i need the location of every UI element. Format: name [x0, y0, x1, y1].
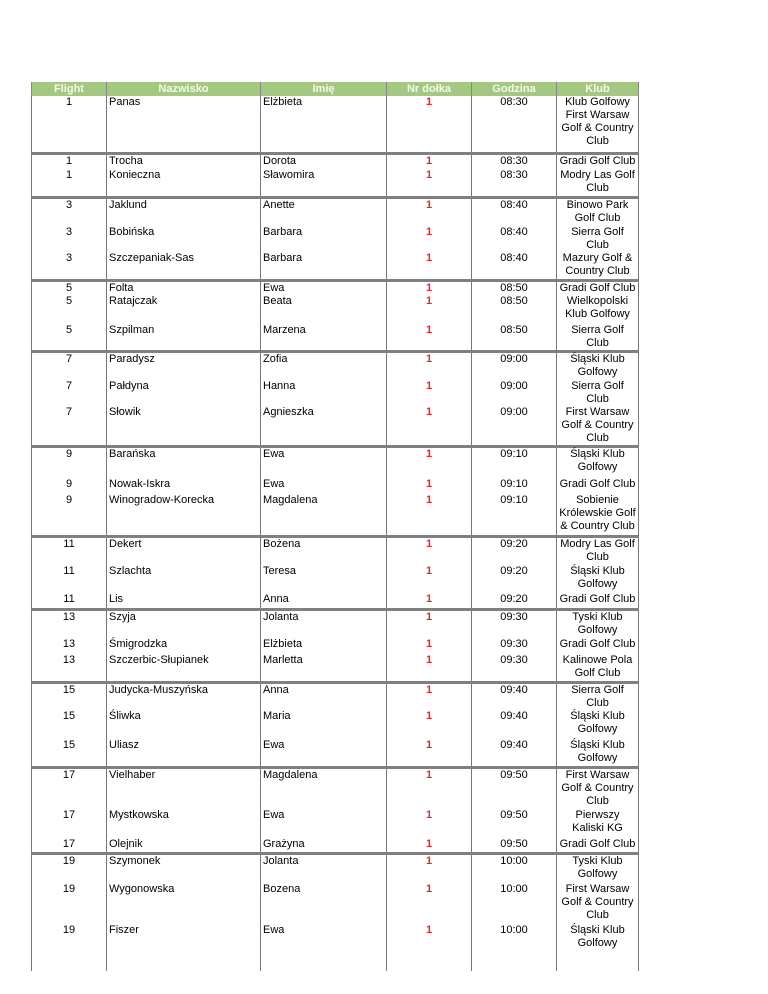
cell-flight: 9	[32, 494, 107, 536]
cell-time: 09:20	[472, 536, 557, 565]
cell-club: Śląski Klub Golfowy	[557, 739, 639, 768]
cell-club: Sierra Golf Club	[557, 682, 639, 710]
cell-first-name: Bożena	[261, 536, 387, 565]
cell-time: 10:00	[472, 854, 557, 883]
cell-flight: 17	[32, 838, 107, 854]
cell-hole: 1	[387, 883, 472, 924]
cell-club: Modry Las Golf Club	[557, 536, 639, 565]
cell-flight: 15	[32, 710, 107, 739]
header-time: Godzina	[472, 82, 557, 96]
cell-time: 08:50	[472, 324, 557, 352]
table-row	[32, 226, 639, 252]
header-club: Klub	[557, 82, 639, 96]
cell-first-name: Marzena	[261, 324, 387, 352]
cell-surname: Folta	[107, 280, 261, 295]
cell-first-name: Dorota	[261, 153, 387, 169]
table-row	[32, 197, 639, 226]
cell-flight: 7	[32, 380, 107, 406]
cell-surname: Bobińska	[107, 226, 261, 252]
cell-club: Gradi Golf Club	[557, 838, 639, 854]
cell-time: 09:40	[472, 710, 557, 739]
cell-club: Śląski Klub Golfowy	[557, 710, 639, 739]
cell-flight: 19	[32, 854, 107, 883]
cell-time: 08:40	[472, 226, 557, 252]
cell-first-name: Jolanta	[261, 854, 387, 883]
cell-hole: 1	[387, 609, 472, 638]
cell-flight: 15	[32, 739, 107, 768]
cell-time: 09:40	[472, 739, 557, 768]
cell-flight: 17	[32, 768, 107, 809]
cell-surname: Nowak-Iskra	[107, 478, 261, 494]
cell-surname: Słowik	[107, 406, 261, 447]
cell-surname: Jaklund	[107, 197, 261, 226]
table-row	[32, 406, 639, 447]
cell-hole: 1	[387, 226, 472, 252]
cell-flight: 11	[32, 536, 107, 565]
cell-club: Sierra Golf Club	[557, 226, 639, 252]
table-row	[32, 883, 639, 924]
cell-time: 08:30	[472, 153, 557, 169]
cell-first-name: Barbara	[261, 226, 387, 252]
cell-flight: 5	[32, 280, 107, 295]
table-row	[32, 252, 639, 280]
cell-time: 08:50	[472, 295, 557, 324]
cell-first-name: Anna	[261, 593, 387, 609]
cell-club: Wielkopolski Klub Golfowy	[557, 295, 639, 324]
cell-hole: 1	[387, 446, 472, 478]
cell-hole: 1	[387, 280, 472, 295]
header-row	[32, 82, 639, 96]
table-row	[32, 478, 639, 494]
cell-hole: 1	[387, 478, 472, 494]
header-flight: Flight	[32, 82, 107, 96]
cell-time: 08:30	[472, 96, 557, 153]
cell-time: 08:40	[472, 197, 557, 226]
table-row	[32, 654, 639, 682]
cell-hole: 1	[387, 565, 472, 593]
cell-flight: 3	[32, 252, 107, 280]
cell-surname: Śmigrodzka	[107, 638, 261, 654]
table-row	[32, 854, 639, 883]
cell-surname: Olejnik	[107, 838, 261, 854]
cell-flight: 15	[32, 682, 107, 710]
cell-surname: Szczerbic-Słupianek	[107, 654, 261, 682]
cell-surname: Dekert	[107, 536, 261, 565]
cell-surname: Trocha	[107, 153, 261, 169]
cell-flight: 13	[32, 638, 107, 654]
cell-surname: Barańska	[107, 446, 261, 478]
cell-hole: 1	[387, 494, 472, 536]
cell-surname: Śliwka	[107, 710, 261, 739]
cell-hole: 1	[387, 169, 472, 197]
table-row	[32, 352, 639, 380]
cell-hole: 1	[387, 252, 472, 280]
cell-hole: 1	[387, 324, 472, 352]
table-row	[32, 638, 639, 654]
cell-first-name: Teresa	[261, 565, 387, 593]
cell-time: 08:40	[472, 252, 557, 280]
cell-flight: 19	[32, 924, 107, 971]
cell-club: Gradi Golf Club	[557, 638, 639, 654]
cell-surname: Uliasz	[107, 739, 261, 768]
cell-surname: Konieczna	[107, 169, 261, 197]
cell-first-name: Magdalena	[261, 494, 387, 536]
cell-club: Tyski Klub Golfowy	[557, 854, 639, 883]
cell-hole: 1	[387, 536, 472, 565]
cell-hole: 1	[387, 768, 472, 809]
cell-time: 08:30	[472, 169, 557, 197]
table-row	[32, 169, 639, 197]
cell-flight: 1	[32, 169, 107, 197]
cell-surname: Szyja	[107, 609, 261, 638]
table-row	[32, 446, 639, 478]
cell-hole: 1	[387, 638, 472, 654]
cell-club: First Warsaw Golf & Country Club	[557, 883, 639, 924]
table-row	[32, 153, 639, 169]
cell-surname: Szpilman	[107, 324, 261, 352]
cell-first-name: Ewa	[261, 280, 387, 295]
cell-hole: 1	[387, 295, 472, 324]
cell-surname: Mystkowska	[107, 809, 261, 838]
cell-club: Śląski Klub Golfowy	[557, 924, 639, 971]
cell-flight: 3	[32, 226, 107, 252]
cell-surname: Judycka-Muszyńska	[107, 682, 261, 710]
cell-time: 09:10	[472, 478, 557, 494]
cell-hole: 1	[387, 654, 472, 682]
cell-time: 09:40	[472, 682, 557, 710]
table-row	[32, 710, 639, 739]
cell-club: Gradi Golf Club	[557, 153, 639, 169]
cell-surname: Lis	[107, 593, 261, 609]
cell-club: Śląski Klub Golfowy	[557, 352, 639, 380]
cell-surname: Winogradow-Korecka	[107, 494, 261, 536]
cell-club: Sierra Golf Club	[557, 380, 639, 406]
cell-time: 09:30	[472, 609, 557, 638]
cell-club: Tyski Klub Golfowy	[557, 609, 639, 638]
header-first-name: Imię	[261, 82, 387, 96]
table-row	[32, 682, 639, 710]
cell-club: Gradi Golf Club	[557, 478, 639, 494]
cell-time: 09:00	[472, 406, 557, 447]
cell-time: 09:00	[472, 380, 557, 406]
cell-first-name: Anette	[261, 197, 387, 226]
table-row	[32, 494, 639, 536]
cell-club: Modry Las Golf Club	[557, 169, 639, 197]
table-row	[32, 380, 639, 406]
start-list-table	[31, 82, 639, 971]
cell-time: 09:10	[472, 494, 557, 536]
cell-first-name: Magdalena	[261, 768, 387, 809]
cell-club: Klub Golfowy First Warsaw Golf & Country Club	[557, 96, 639, 153]
cell-hole: 1	[387, 352, 472, 380]
cell-first-name: Hanna	[261, 380, 387, 406]
cell-first-name: Maria	[261, 710, 387, 739]
cell-hole: 1	[387, 809, 472, 838]
cell-hole: 1	[387, 854, 472, 883]
cell-club: Sobienie Królewskie Golf & Country Club	[557, 494, 639, 536]
cell-first-name: Jolanta	[261, 609, 387, 638]
cell-hole: 1	[387, 406, 472, 447]
cell-surname: Szymonek	[107, 854, 261, 883]
table-row	[32, 924, 639, 971]
cell-flight: 5	[32, 295, 107, 324]
cell-hole: 1	[387, 153, 472, 169]
cell-first-name: Agnieszka	[261, 406, 387, 447]
cell-club: Gradi Golf Club	[557, 280, 639, 295]
cell-hole: 1	[387, 924, 472, 971]
cell-flight: 9	[32, 446, 107, 478]
cell-first-name: Ewa	[261, 446, 387, 478]
table-row	[32, 536, 639, 565]
cell-first-name: Ewa	[261, 739, 387, 768]
cell-surname: Pałdyna	[107, 380, 261, 406]
table-row	[32, 96, 639, 153]
cell-surname: Wygonowska	[107, 883, 261, 924]
table-row	[32, 593, 639, 609]
cell-club: Mazury Golf & Country Club	[557, 252, 639, 280]
cell-surname: Ratajczak	[107, 295, 261, 324]
cell-flight: 1	[32, 96, 107, 153]
table-row	[32, 838, 639, 854]
cell-hole: 1	[387, 739, 472, 768]
cell-surname: Szlachta	[107, 565, 261, 593]
cell-flight: 1	[32, 153, 107, 169]
cell-flight: 7	[32, 406, 107, 447]
cell-flight: 19	[32, 883, 107, 924]
cell-flight: 13	[32, 609, 107, 638]
cell-club: Śląski Klub Golfowy	[557, 446, 639, 478]
cell-hole: 1	[387, 593, 472, 609]
cell-time: 08:50	[472, 280, 557, 295]
cell-hole: 1	[387, 710, 472, 739]
table-row	[32, 295, 639, 324]
cell-first-name: Elżbieta	[261, 638, 387, 654]
cell-time: 09:50	[472, 838, 557, 854]
cell-time: 09:30	[472, 638, 557, 654]
cell-time: 09:00	[472, 352, 557, 380]
cell-time: 09:20	[472, 593, 557, 609]
table-row	[32, 739, 639, 768]
cell-flight: 11	[32, 565, 107, 593]
header-surname: Nazwisko	[107, 82, 261, 96]
cell-flight: 11	[32, 593, 107, 609]
cell-club: First Warsaw Golf & Country Club	[557, 768, 639, 809]
cell-club: Pierwszy Kaliski KG	[557, 809, 639, 838]
cell-club: Sierra Golf Club	[557, 324, 639, 352]
cell-flight: 13	[32, 654, 107, 682]
cell-first-name: Grażyna	[261, 838, 387, 854]
cell-club: Binowo Park Golf Club	[557, 197, 639, 226]
cell-hole: 1	[387, 838, 472, 854]
cell-hole: 1	[387, 380, 472, 406]
cell-surname: Panas	[107, 96, 261, 153]
cell-first-name: Ewa	[261, 809, 387, 838]
cell-first-name: Barbara	[261, 252, 387, 280]
cell-first-name: Marletta	[261, 654, 387, 682]
cell-time: 09:30	[472, 654, 557, 682]
cell-hole: 1	[387, 197, 472, 226]
cell-flight: 5	[32, 324, 107, 352]
cell-surname: Paradysz	[107, 352, 261, 380]
cell-flight: 3	[32, 197, 107, 226]
table-row	[32, 809, 639, 838]
cell-time: 09:50	[472, 768, 557, 809]
cell-first-name: Ewa	[261, 924, 387, 971]
table-row	[32, 280, 639, 295]
table-row	[32, 565, 639, 593]
cell-time: 09:20	[472, 565, 557, 593]
cell-first-name: Zofia	[261, 352, 387, 380]
cell-first-name: Elżbieta	[261, 96, 387, 153]
header-hole: Nr dołka	[387, 82, 472, 96]
cell-flight: 7	[32, 352, 107, 380]
cell-club: Kalinowe Pola Golf Club	[557, 654, 639, 682]
cell-surname: Szczepaniak-Sas	[107, 252, 261, 280]
table-row	[32, 768, 639, 809]
cell-surname: Fiszer	[107, 924, 261, 971]
cell-flight: 17	[32, 809, 107, 838]
cell-first-name: Bozena	[261, 883, 387, 924]
cell-club: Śląski Klub Golfowy	[557, 565, 639, 593]
cell-club: First Warsaw Golf & Country Club	[557, 406, 639, 447]
cell-first-name: Anna	[261, 682, 387, 710]
cell-time: 09:10	[472, 446, 557, 478]
cell-surname: Vielhaber	[107, 768, 261, 809]
table-row	[32, 324, 639, 352]
cell-club: Gradi Golf Club	[557, 593, 639, 609]
cell-flight: 9	[32, 478, 107, 494]
cell-time: 10:00	[472, 924, 557, 971]
cell-first-name: Sławomira	[261, 169, 387, 197]
table-row	[32, 609, 639, 638]
cell-time: 09:50	[472, 809, 557, 838]
cell-first-name: Ewa	[261, 478, 387, 494]
cell-first-name: Beata	[261, 295, 387, 324]
cell-hole: 1	[387, 682, 472, 710]
cell-hole: 1	[387, 96, 472, 153]
cell-time: 10:00	[472, 883, 557, 924]
